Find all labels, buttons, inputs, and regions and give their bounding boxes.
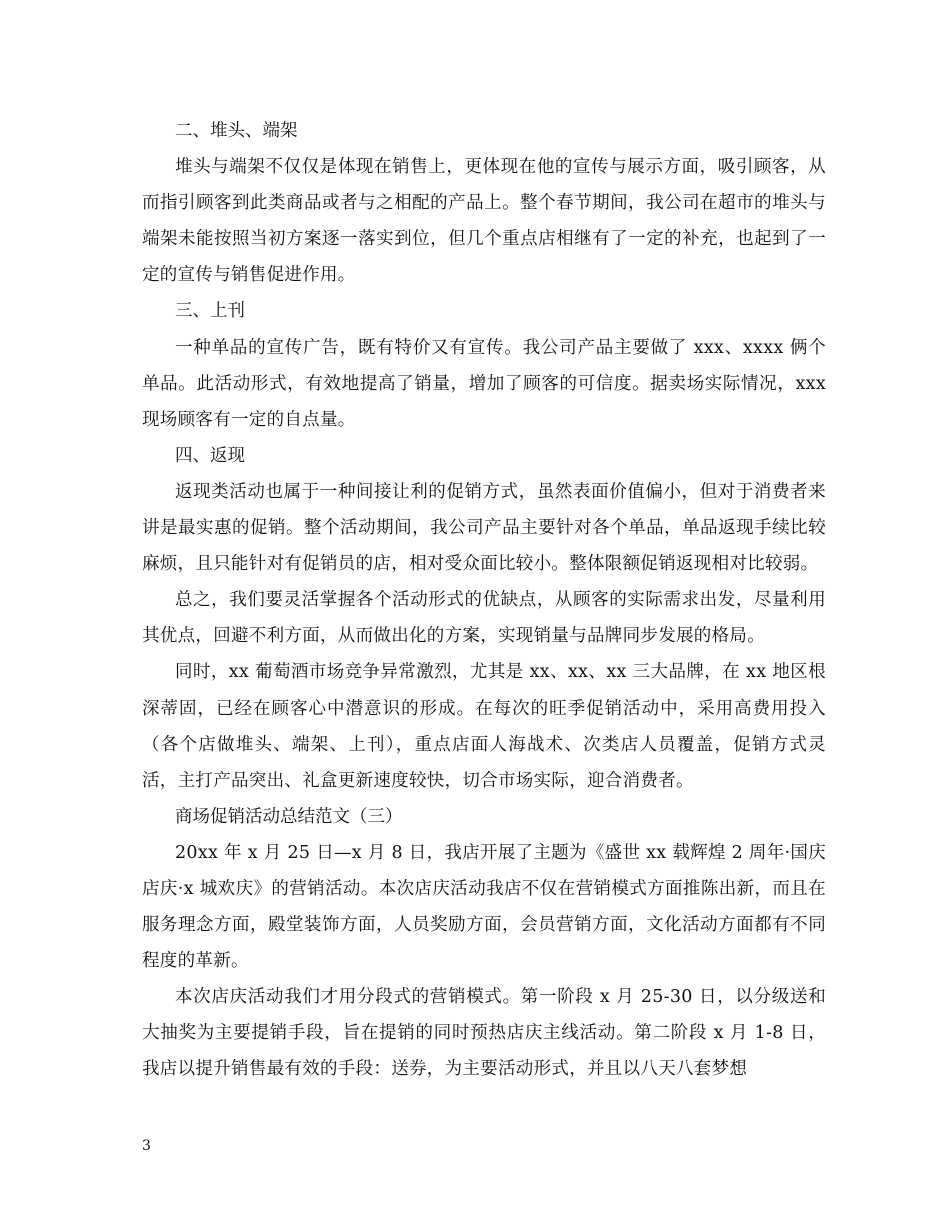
section-heading-publication: 三、上刊 <box>175 301 245 322</box>
section-heading-sample-three: 商场促销活动总结范文（三） <box>175 806 403 827</box>
section-heading-cashback: 四、返现 <box>175 445 245 466</box>
paragraph-anniversary-event: 20xx 年 x 月 25 日—x 月 8 日，我店开展了主题为《盛世 xx 载辉煌 2 周年·国庆店庆·x 城欢庆》的营销活动。本次店庆活动我店不仅在营销模式方面推陈出新，而且在服务理念方面，殿堂装饰方面，人员奖励方面，会员营销方面，文化活动方面都有不同程度的革新。 <box>142 842 826 972</box>
document-body <box>142 113 826 1088</box>
paragraph-publication: 一种单品的宣传广告，既有特价又有宣传。我公司产品主要做了 xxx、xxxx 俩个单品。此活动形式，有效地提高了销量，增加了顾客的可信度。据卖场实际情况，xxx 现场顾客有一定的自点量。 <box>142 337 826 430</box>
paragraph-staged-marketing: 本次店庆活动我们才用分段式的营销模式。第一阶段 x 月 25-30 日，以分级送和大抽奖为主要提销手段，旨在提销的同时预热店庆主线活动。第二阶段 x 月 1-8 日，我店以提升销售最有效的手段：送券，为主要活动形式，并且以八天八套梦想 <box>142 987 826 1080</box>
paragraph-competition: 同时，xx 葡萄酒市场竞争异常激烈，尤其是 xx、xx、xx 三大品牌，在 xx 地区根深蒂固，已经在顾客心中潜意识的形成。在每次的旺季促销活动中，采用高费用投入（各个店做堆头、端架、上刊），重点店面人海战术、次类店人员覆盖，促销方式灵活，主打产品突出、礼盒更新速度较快，切合市场实际，迎合消费者。 <box>142 662 826 791</box>
section-heading-endcap: 二、堆头、端架 <box>175 121 298 141</box>
paragraph-endcap: 堆头与端架不仅仅是体现在销售上，更体现在他的宣传与展示方面，吸引顾客，从而指引顾客到此类商品或者与之相配的产品上。整个春节期间，我公司在超市的堆头与端架未能按照当初方案逐一落实到位，但几个重点店相继有了一定的补充，也起到了一定的宣传与销售促进作用。 <box>142 157 826 286</box>
page-number: 3 <box>142 1138 151 1154</box>
paragraph-cashback: 返现类活动也属于一种间接让利的促销方式，虽然表面价值偏小，但对于消费者来讲是最实惠的促销。整个活动期间，我公司产品主要针对各个单品，单品返现手续比较麻烦，且只能针对有促销员的店，相对受众面比较小。整体限额促销返现相对比较弱。 <box>142 481 826 575</box>
paragraph-summary: 总之，我们要灵活掌握各个活动形式的优缺点，从顾客的实际需求出发，尽量利用其优点，回避不利方面，从而做出化的方案，实现销量与品牌同步发展的格局。 <box>142 590 826 647</box>
